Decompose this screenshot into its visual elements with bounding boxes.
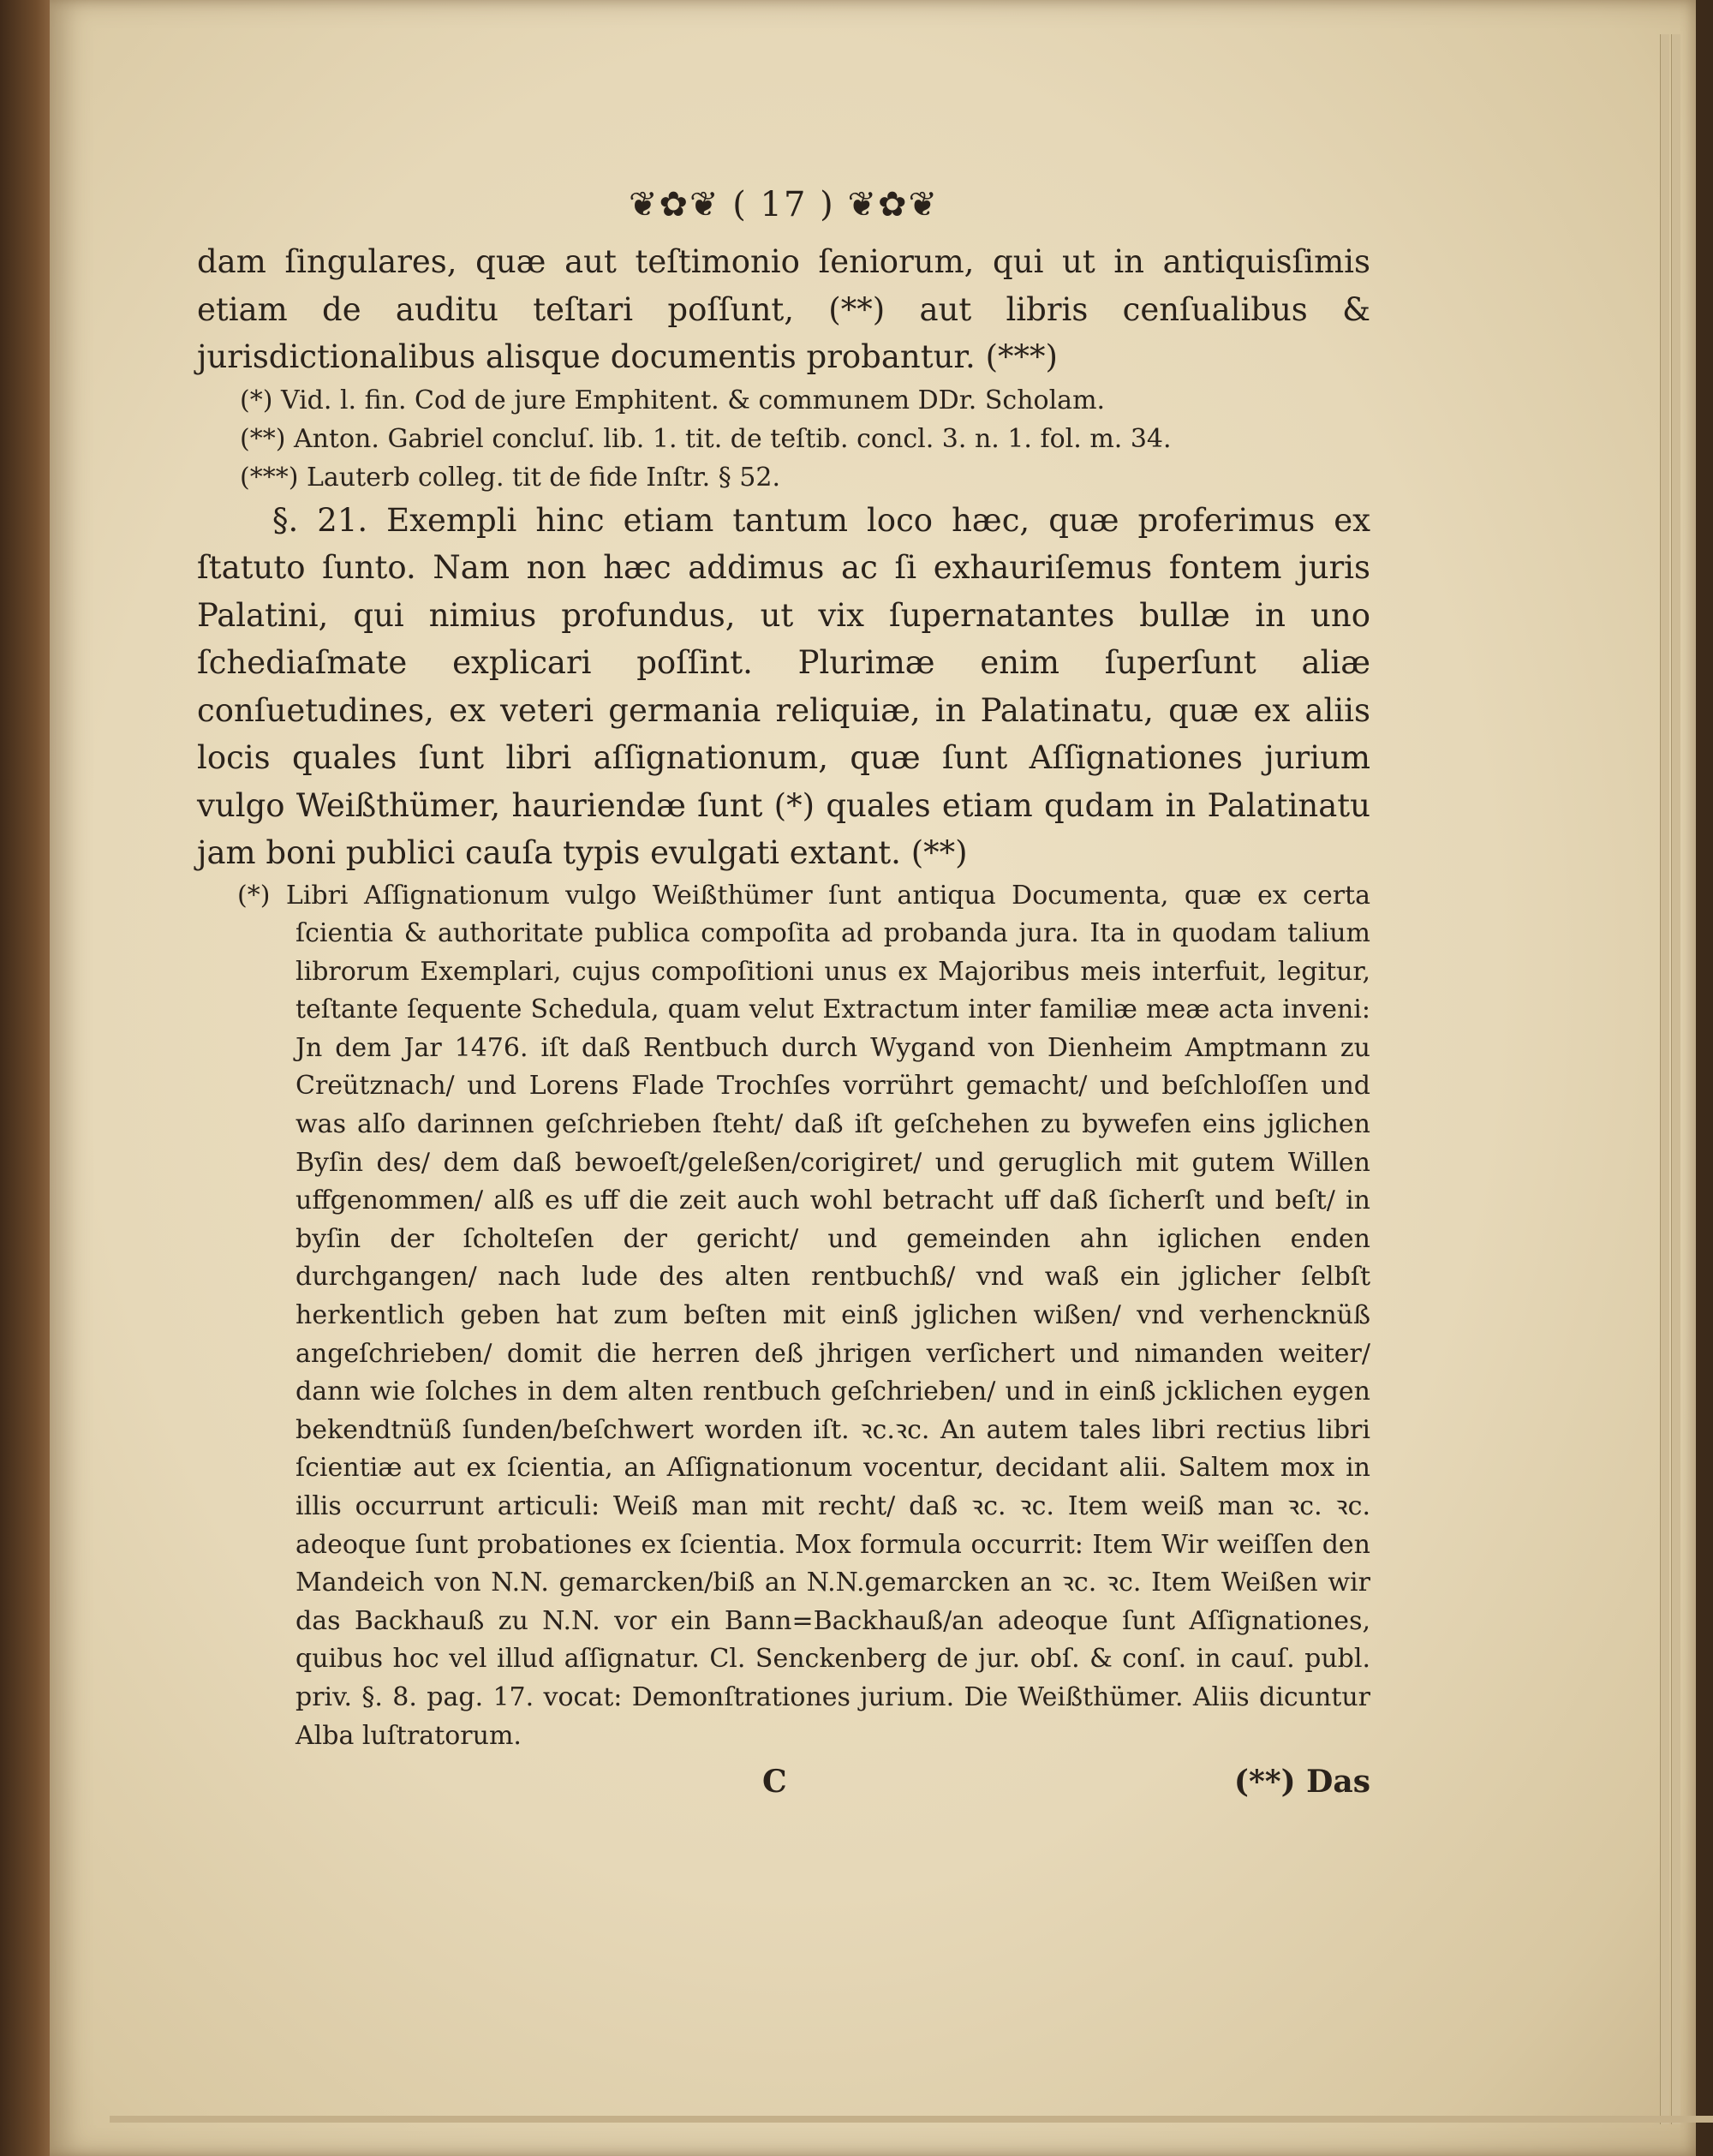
page-number: ( 17 )	[732, 185, 835, 224]
book-cover-edge	[0, 0, 51, 2156]
note-2: (**) Anton. Gabriel concluſ. lib. 1. tit. de teſtib. concl. 3. n. 1. fol. m. 34.	[240, 423, 1172, 454]
note-1: (*) Vid. l. fin. Cod de jure Emphitent. & communem DDr. Scholam.	[240, 385, 1106, 415]
page-header	[197, 185, 1370, 233]
page-edge-bottom	[110, 2116, 1713, 2123]
page-edge-right	[1660, 34, 1669, 2124]
signature-mark: C	[762, 1764, 787, 1801]
page-footer	[197, 1759, 1370, 1810]
page-text	[197, 185, 1370, 1810]
paragraph-1: dam ſingulares, quæ aut teſtimonio ſeniorum, qui ut in antiquisſimis etiam de auditu teſtari poſſunt, (**) aut libris cenſualibus & jurisdictionalibus alisque documentis probantur. (***)	[197, 243, 1370, 375]
footnote-weisthuemer: (*) Libri Aſſignationum vulgo Weißthümer ſunt antiqua Documenta, quæ ex certa ſcientia & authoritate publica compoſita ad probanda jura. Ita in quodam talium librorum Exemplari, cujus compoſitioni unus ex Majoribus meis interfuit, legitur, teſtante ſequente Schedula, quam velut Extractum inter familiæ meæ acta inveni: Jn dem Jar 1476. iſt daß Rentbuch durch Wygand von Dienheim Amptmann zu Creütznach/ und Lorens Flade Trochſes vorrührt gemacht/ und beſchloſſen und was alſo darinnen geſchrieben ſteht/ daß iſt geſchehen zu bywefen eins jglichen Byſin des/ dem daß bewoeſt/geleßen/corigiret/ und geruglich mit gutem Willen uffgenommen/ alß es uff die zeit auch wohl betracht uff daß ſicherſt und beſt/ in byſin der ſcholteſen der gericht/ und gemeinden ahn iglichen enden durchgangen/ nach lude des alten rentbuchß/ vnd waß ein jglicher ſelbſt herkentlich geben hat zum beſten mit einß jglichen wißen/ vnd verhencknüß angeſchrieben/ domit die herren deß jhrigen verſichert und nimanden weiter/ dann wie ſolches in dem alten rentbuch geſchrieben/ und in einß jcklichen eygen bekendtnüß ſunden/beſchwert worden iſt. ꝛc.ꝛc. An autem tales libri rectius libri ſcientiæ aut ex ſcientia, an Aſſignationum vocentur, decidant alii. Saltem mox in illis occurrunt articuli: Weiß man mit recht/ daß ꝛc. ꝛc. Item weiß man ꝛc. ꝛc. adeoque ſunt probationes ex ſcientia. Mox formula occurrit: Item Wir weiſſen den Mandeich von N.N. gemarcken/biß an N.N.gemarcken an ꝛc. ꝛc. Item Weißen wir das Backhauß zu N.N. vor ein Bann=Backhauß/an adeoque ſunt Aſſignationes, quibus hoc vel illud aſſignatur. Cl. Senckenberg de jur. obſ. & conſ. in cauſ. publ. priv. §. 8. pag. 17. vocat: Demonſtrationes jurium. Die Weißthümer. Aliis dicuntur Alba luſtratorum.	[237, 880, 1370, 1751]
ornament-right: ❦✿❦	[847, 185, 940, 224]
note-3: (***) Lauterb colleg. tit de fide Inſtr. § 52.	[240, 462, 780, 493]
page-edge-right-2	[1671, 34, 1680, 2124]
paragraph-21: §. 21. Exempli hinc etiam tantum loco hæc, quæ proferimus ex ſtatuto ſunto. Nam non hæc addimus ac ſi exhauriſemus fontem juris Palatini, qui nimius profundus, ut vix ſupernatantes bullæ in uno ſchediaſmate explicari poſſint. Plurimæ enim ſuperſunt aliæ conſuetudines, ex veteri germania reliquiæ, in Palatinatu, quæ ex aliis locis quales ſunt libri aſſignationum, quæ ſunt Aſſignationes jurium vulgo Weißthümer, hauriendæ ſunt (*) quales etiam qudam in Palatinatu jam boni publici cauſa typis evulgati extant. (**)	[197, 501, 1370, 871]
ornament-left: ❦✿❦	[628, 185, 720, 224]
catchword: (**) Das	[1233, 1764, 1370, 1801]
